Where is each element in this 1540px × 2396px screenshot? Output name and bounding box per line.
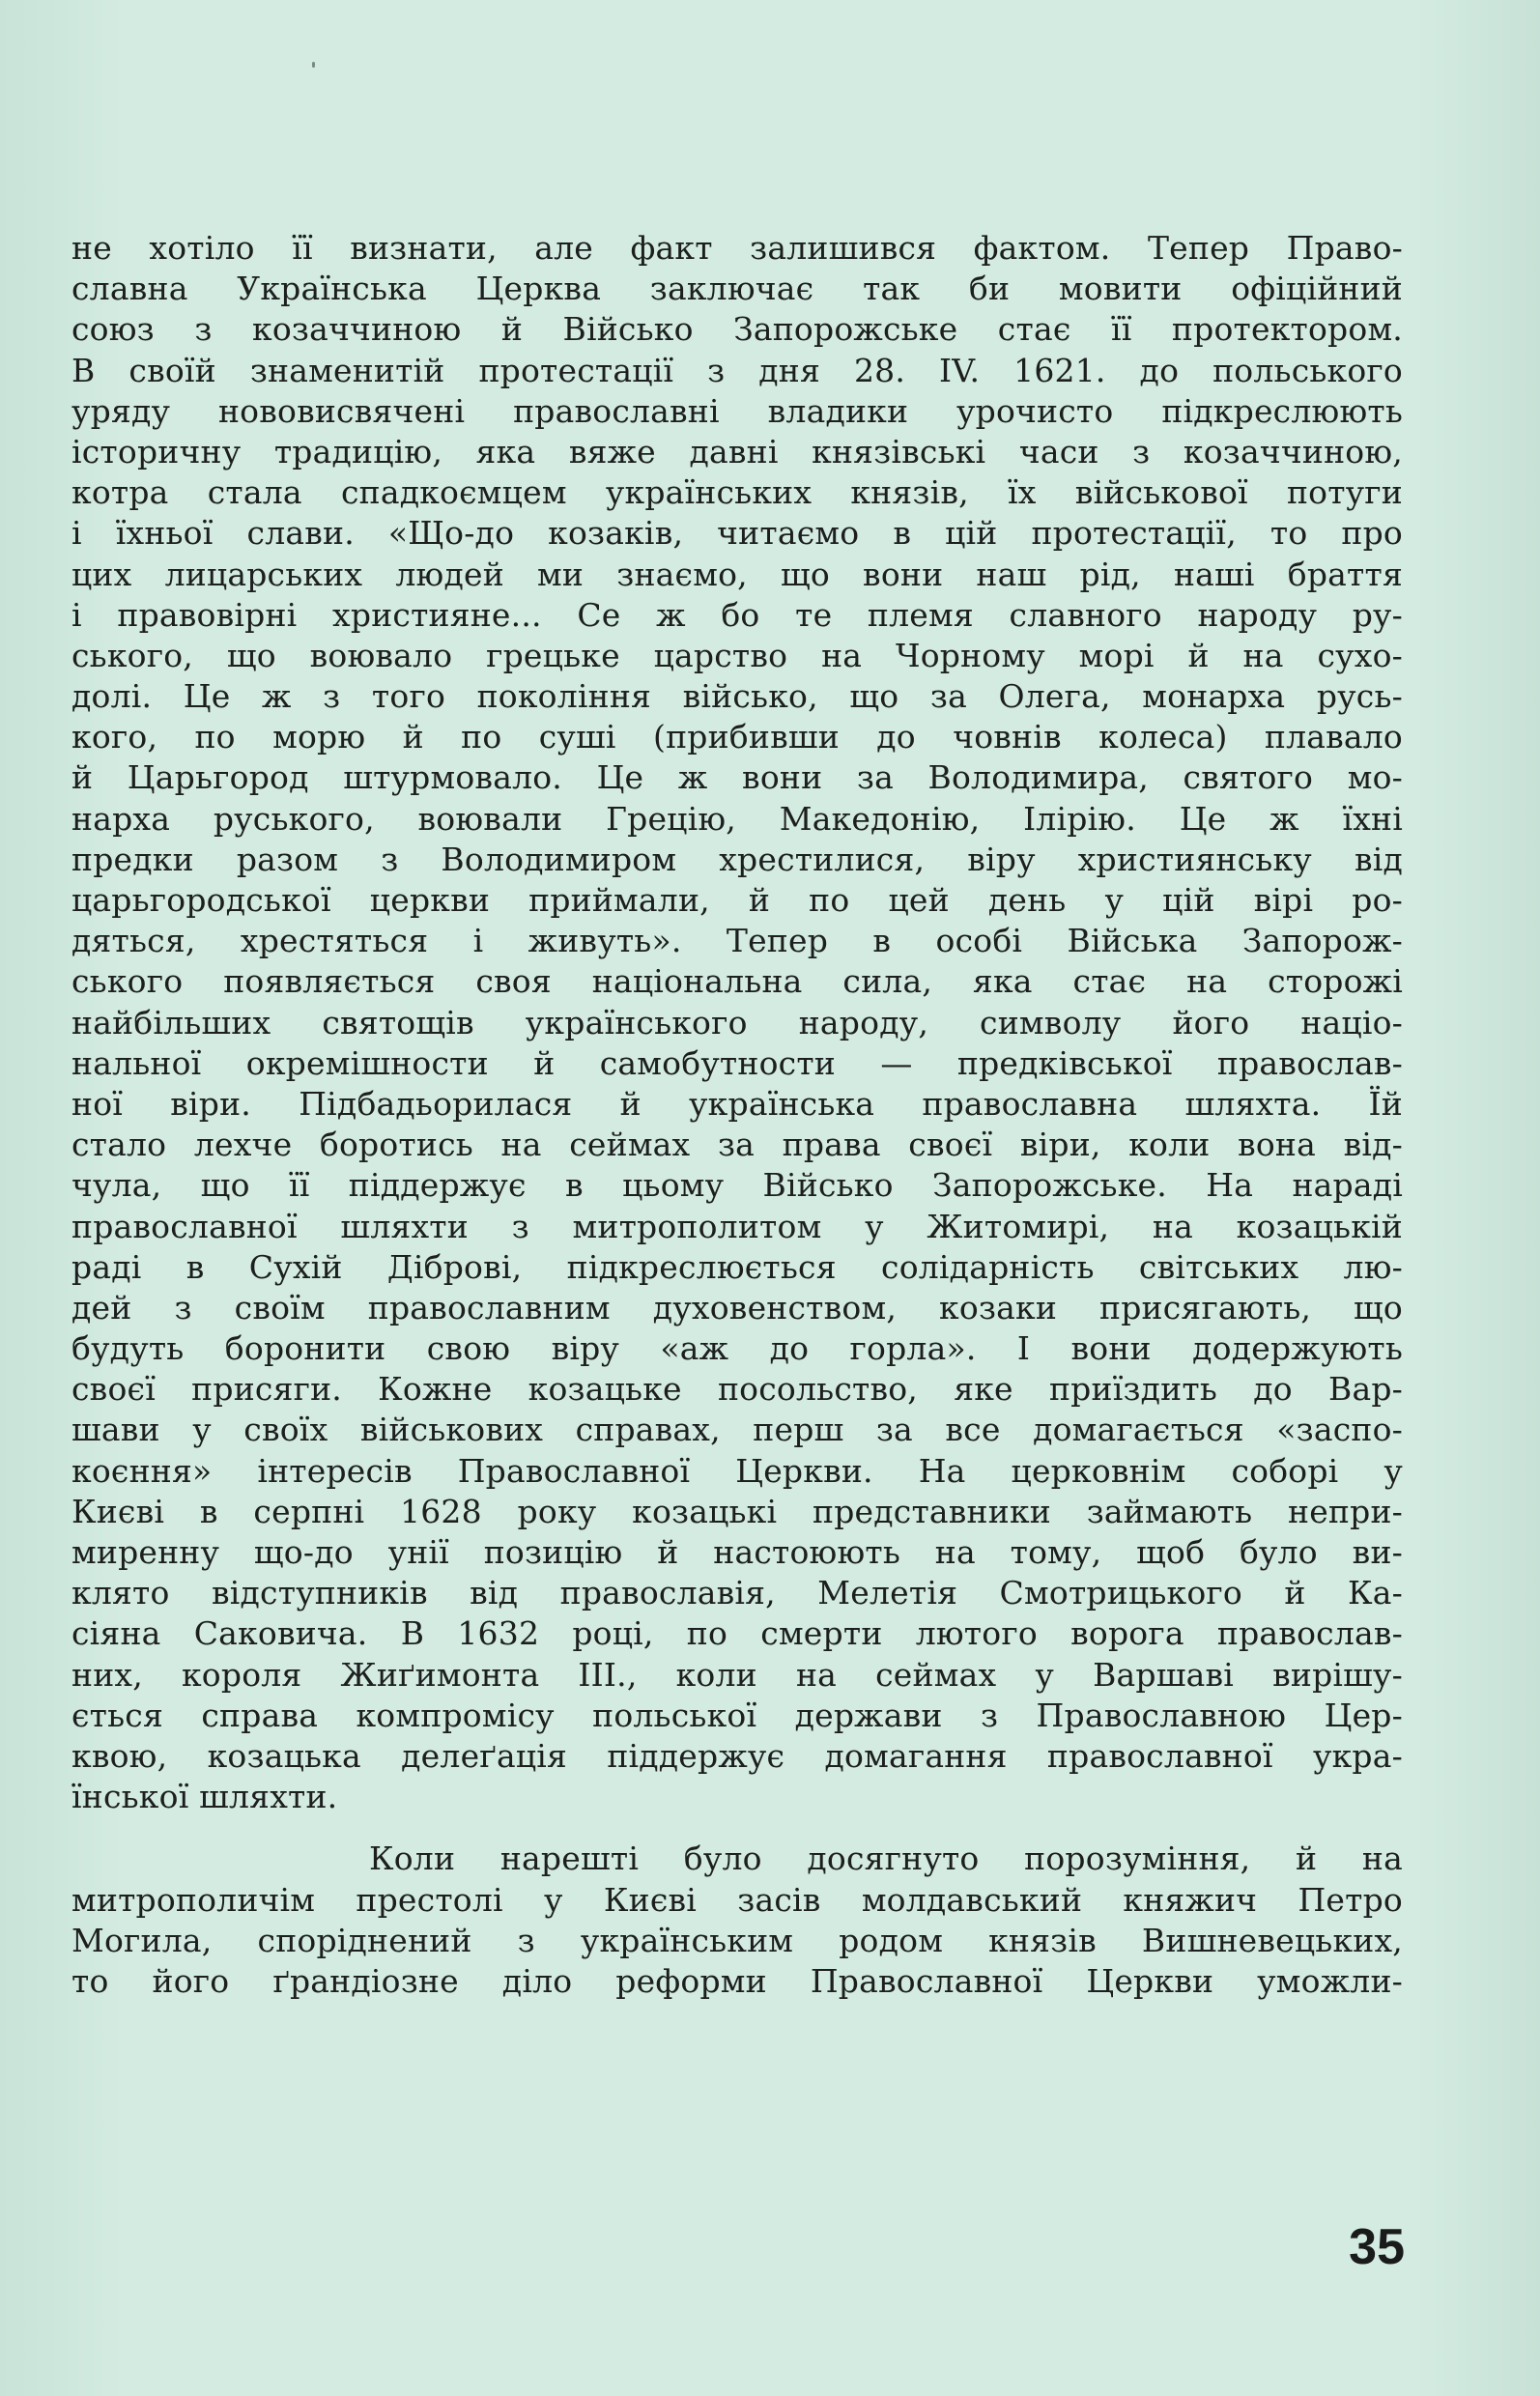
text-line: В своїй знаменитій протестації з дня 28. IV. 1621. до польського bbox=[71, 351, 1403, 389]
text-line: миренну що-до унії позицію й настоюють на тому, щоб було ви- bbox=[71, 1533, 1403, 1571]
text-line: котра стала спадкоємцем українських князів, їх військової потуги bbox=[71, 473, 1403, 512]
text-line: будуть боронити свою віру «аж до горла». І вони додержують bbox=[71, 1329, 1403, 1368]
text-line: коєння» інтересів Православної Церкви. На церковнім соборі у bbox=[71, 1451, 1403, 1490]
text-line: Києві в серпні 1628 року козацькі представники займають непри- bbox=[71, 1492, 1403, 1530]
text-line: квою, козацька делеґація піддержує домагання православної укра- bbox=[71, 1736, 1403, 1775]
text-line: ної віри. Підбадьорилася й українська православна шляхта. Їй bbox=[71, 1084, 1403, 1123]
text-line: шави у своїх військових справах, перш за все домагається «заспо- bbox=[71, 1411, 1403, 1449]
text-line: долі. Це ж з того покоління військо, що за Олега, монарха русь- bbox=[71, 677, 1403, 716]
text-line: уряду нововисвячені православні владики урочисто підкреслюють bbox=[71, 391, 1403, 430]
text-line: нарха руського, воювали Грецію, Македонію, Ілірію. Це ж їхні bbox=[71, 799, 1403, 838]
paragraph-gap bbox=[71, 1817, 1403, 1839]
text-line: кого, по морю й по суші (прибивши до човнів колеса) плавало bbox=[71, 718, 1403, 756]
text-line: не хотіло її визнати, але факт залишився фактом. Тепер Право- bbox=[71, 229, 1403, 267]
text-line: ського появляється своя національна сила, яка стає на сторожі bbox=[71, 962, 1403, 1001]
text-line: раді в Сухій Діброві, підкреслюється солідарність світських лю- bbox=[71, 1247, 1403, 1286]
text-line: найбільших святощів українського народу, символу його націо- bbox=[71, 1003, 1403, 1041]
text-line: ється справа компромісу польської держави з Православною Цер- bbox=[71, 1696, 1403, 1734]
text-line: то його ґрандіозне діло реформи Православної Церкви уможли- bbox=[71, 1961, 1403, 2000]
text-line: царьгородської церкви приймали, й по цей день у цій вірі ро- bbox=[71, 881, 1403, 919]
text-line: нальної окремішности й самобутности — предківської православ- bbox=[71, 1043, 1403, 1082]
text-line: цих лицарських людей ми знаємо, що вони наш рід, наші браття bbox=[71, 555, 1403, 593]
text-line: і правовірні християне... Се ж бо те племя славного народу ру- bbox=[71, 595, 1403, 634]
text-line: чула, що її піддержує в цьому Військо Запорожське. На нараді bbox=[71, 1166, 1403, 1205]
text-line: їнської шляхти. bbox=[71, 1778, 338, 1816]
text-line: Коли нарешті було досягнуто порозуміння, й на bbox=[369, 1840, 1403, 1878]
print-speck bbox=[312, 62, 315, 68]
text-line: дей з своїм православним духовенством, козаки присягають, що bbox=[71, 1288, 1403, 1326]
text-line: православної шляхти з митрополитом у Житомирі, на козацькій bbox=[71, 1207, 1403, 1245]
body-text bbox=[71, 228, 1403, 2002]
text-line: історичну традицію, яка вяже давні князівські часи з козаччиною, bbox=[71, 432, 1403, 471]
text-line: ського, що воювало грецьке царство на Чорному морі й на сухо- bbox=[71, 636, 1403, 674]
text-line: митрополичім престолі у Києві засів молдавський княжич Петро bbox=[71, 1880, 1403, 1919]
text-line: своєї присяги. Кожне козацьке посольство, яке приїздить до Вар- bbox=[71, 1370, 1403, 1409]
text-line: славна Українська Церква заключає так би мовити офіційний bbox=[71, 270, 1403, 308]
text-line: них, короля Жиґимонта ІІІ., коли на сеймах у Варшаві вирішу- bbox=[71, 1655, 1403, 1694]
text-line: й Царьгород штурмовало. Це ж вони за Володимира, святого мо- bbox=[71, 758, 1403, 797]
text-line: Могила, споріднений з українським родом князів Вишневецьких, bbox=[71, 1921, 1403, 1959]
text-line: клято відступників від православія, Мелетія Смотрицького й Ка- bbox=[71, 1574, 1403, 1612]
text-line: і їхньої слави. «Що-до козаків, читаємо в цій протестації, то про bbox=[71, 514, 1403, 553]
text-line: стало лехче боротись на сеймах за права своєї віри, коли вона від- bbox=[71, 1126, 1403, 1164]
text-line: союз з козаччиною й Військо Запорожське стає її протектором. bbox=[71, 310, 1403, 349]
text-line: предки разом з Володимиром хрестилися, віру християнську від bbox=[71, 840, 1403, 878]
text-line: сіяна Саковича. В 1632 році, по смерти лютого ворога православ- bbox=[71, 1614, 1403, 1653]
page-number: 35 bbox=[1349, 2219, 1405, 2275]
text-line: дяться, хрестяться і живуть». Тепер в особі Війська Запорож- bbox=[71, 922, 1403, 960]
